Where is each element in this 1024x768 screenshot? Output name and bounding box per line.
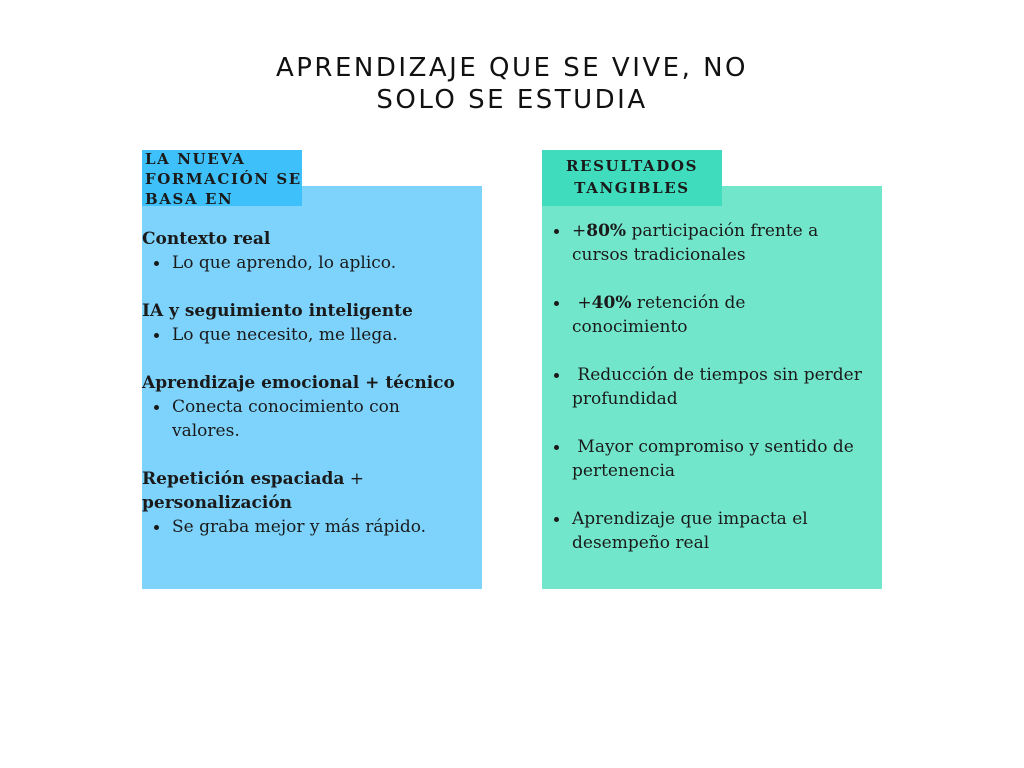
- section-aprendizaje-emocional: [142, 371, 472, 443]
- section-list: [142, 251, 472, 275]
- list-item: Aprendizaje que impacta el desempeño real: [542, 507, 862, 555]
- right-tag-line: TANGIBLES: [574, 179, 690, 197]
- section-heading: Repetición espaciada + personalización: [142, 469, 365, 513]
- section-heading: Contexto real: [142, 229, 271, 249]
- page-title: [0, 52, 1024, 116]
- left-panel-tag: [142, 150, 302, 206]
- right-tag-line: RESULTADOS: [565, 157, 699, 175]
- right-panel-tag: [542, 150, 722, 206]
- left-tag-line: FORMACIÓN SE: [145, 170, 302, 188]
- title-line-2: SOLO SE ESTUDIA: [376, 85, 648, 115]
- section-list: [142, 323, 472, 347]
- left-panel-content: [142, 227, 472, 563]
- left-tag-line: BASA EN: [145, 190, 234, 208]
- list-item: Reducción de tiempos sin perder profundidad: [542, 363, 862, 411]
- list-item: Lo que aprendo, lo aplico.: [142, 251, 472, 275]
- right-panel-content: [542, 219, 868, 579]
- left-tag-line: LA NUEVA: [145, 150, 246, 168]
- section-repeticion-espaciada: [142, 467, 472, 539]
- list-item: Lo que necesito, me llega.: [142, 323, 472, 347]
- section-contexto-real: [142, 227, 472, 275]
- section-list: [142, 515, 472, 539]
- section-heading: Aprendizaje emocional + técnico: [142, 373, 455, 393]
- list-item: +40% retención de conocimiento: [542, 291, 862, 339]
- list-item: Se graba mejor y más rápido.: [142, 515, 472, 539]
- list-item: Conecta conocimiento con valores.: [142, 395, 472, 443]
- section-ia-seguimiento: [142, 299, 472, 347]
- section-heading: IA y seguimiento inteligente: [142, 301, 413, 321]
- list-item: Mayor compromiso y sentido de pertenencia: [542, 435, 862, 483]
- results-list: [542, 219, 868, 555]
- title-line-1: APRENDIZAJE QUE SE VIVE, NO: [275, 53, 749, 83]
- section-list: [142, 395, 472, 443]
- list-item: +80% participación frente a cursos tradicionales: [542, 219, 862, 267]
